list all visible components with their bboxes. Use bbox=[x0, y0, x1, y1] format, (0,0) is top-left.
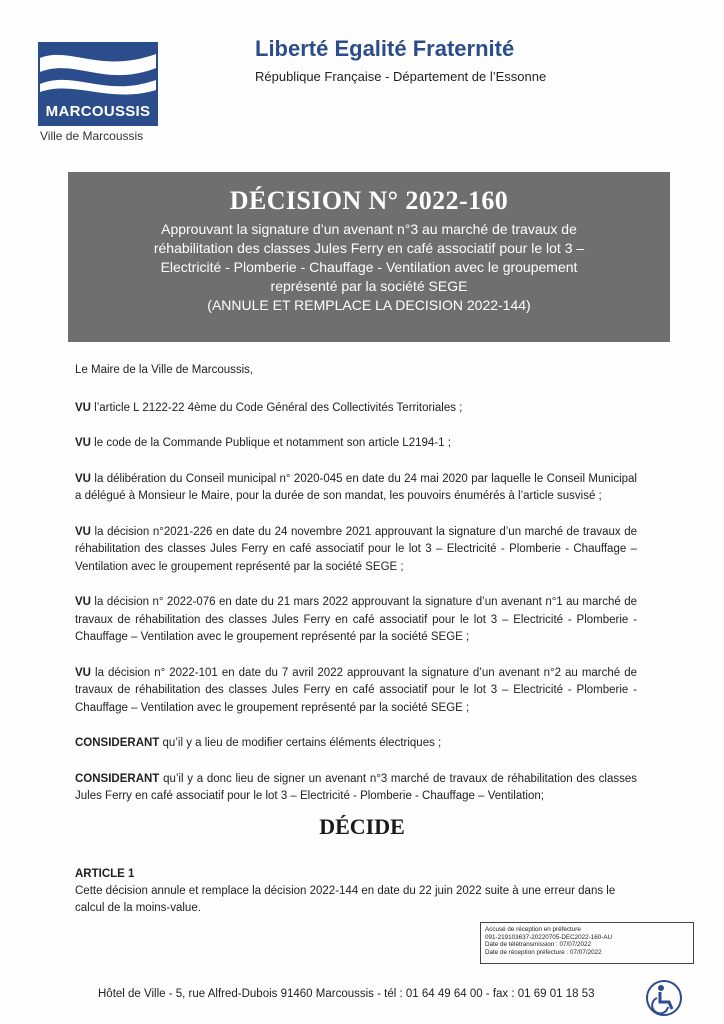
stamp-line: Date de télétransmission : 07/07/2022 bbox=[485, 941, 592, 949]
accessibility-icon bbox=[644, 978, 684, 1018]
logo-subtitle: Ville de Marcoussis bbox=[40, 129, 144, 143]
article-text: Cette décision annule et remplace la décision 2022-144 en date du 22 juin 2022 suite à une erreur dans le calcul de la moins-value. bbox=[75, 885, 616, 914]
decision-title: DÉCISION N° 2022-160 bbox=[229, 186, 509, 215]
subject-line: (ANNULE ET REMPLACE LA DECISION 2022-144) bbox=[207, 297, 531, 313]
article-title: ARTICLE 1 bbox=[75, 868, 135, 880]
decision-banner bbox=[68, 172, 670, 342]
recital-paragraph bbox=[75, 594, 637, 647]
recital-keyword: CONSIDERANT bbox=[75, 772, 160, 785]
recital-paragraph bbox=[75, 400, 637, 418]
recital-text: l’article L 2122-22 4ème du Code Général des Collectivités Territoriales ; bbox=[90, 401, 463, 414]
recital-keyword: VU bbox=[75, 401, 91, 414]
city-logo bbox=[38, 42, 158, 143]
national-motto: Liberté Egalité Fraternité bbox=[255, 36, 515, 61]
recital-keyword: VU bbox=[75, 666, 91, 679]
republic-department: République Française - Département de l’Essonne bbox=[255, 69, 547, 84]
logo-emblem bbox=[38, 42, 158, 126]
recital-text: la délibération du Conseil municipal n° 2020-045 en date du 24 mai 2020 par laquelle le Conseil Municipal a délégué à Monsieur le Maire, pour la durée de son mandat, les pouvoirs énumérés à l’article susvisé ; bbox=[75, 472, 637, 502]
recital-text: qu’il y a donc lieu de signer un avenant n°3 marché de travaux de réhabilitation des classes Jules Ferry en café associatif pour le lot 3 – Electricité - Plomberie - Chauffage – Ventilation; bbox=[75, 772, 637, 802]
decide-heading: DÉCIDE bbox=[319, 814, 405, 839]
subject-line: Electricité - Plomberie - Chauffage - Ventilation avec le groupement bbox=[160, 259, 578, 275]
recital-text: qu’il y a lieu de modifier certains éléments électriques ; bbox=[159, 737, 442, 749]
recital-text: la décision n°2021-226 en date du 24 novembre 2021 approuvant la signature d’un marché de travaux de réhabilitation des classes Jules Ferry en café associatif pour le lot 3 – Electricité - Plomberie - Chauffage – Ventilation avec le groupement représenté par la société SEGE ; bbox=[75, 525, 637, 573]
recital-paragraph bbox=[75, 665, 637, 718]
recital-paragraph bbox=[75, 524, 637, 577]
subject-line: réhabilitation des classes Jules Ferry en café associatif pour le lot 3 – bbox=[153, 240, 585, 256]
recital-keyword: CONSIDERANT bbox=[75, 737, 160, 749]
recital-keyword: VU bbox=[75, 525, 91, 538]
logo-text: MARCOUSSIS bbox=[40, 100, 156, 124]
recital-text: la décision n° 2022-076 en date du 21 mars 2022 approuvant la signature d’un avenant n°1 au marché de travaux de réhabilitation des classes Jules Ferry en café associatif pour le lot 3 – Electricité - Plomberie - Chauffage – Ventilation avec le groupement représenté par la société SEGE ; bbox=[75, 596, 637, 643]
subject-line: représenté par la société SEGE bbox=[270, 278, 468, 294]
prefecture-receipt-stamp bbox=[480, 922, 694, 964]
article-1 bbox=[75, 866, 635, 917]
intro-line: Le Maire de la Ville de Marcoussis, bbox=[75, 364, 254, 376]
recital-paragraph bbox=[75, 435, 637, 453]
recital-keyword: VU bbox=[75, 596, 91, 608]
footer-address: Hôtel de Ville - 5, rue Alfred-Dubois 91460 Marcoussis - tél : 01 64 49 64 00 - fax : 01 69 01 18 53 bbox=[98, 988, 595, 1000]
recital-keyword: VU bbox=[75, 472, 91, 485]
stamp-line: Accusé de réception en préfecture bbox=[485, 926, 581, 933]
stamp-line: Date de réception préfecture : 07/07/2022 bbox=[485, 948, 602, 956]
stamp-line: 091-219103637-20220705-DEC2022-160-AU bbox=[485, 933, 613, 941]
subject-line: Approuvant la signature d’un avenant n°3 au marché de travaux de bbox=[161, 221, 577, 237]
recital-paragraph bbox=[75, 471, 637, 506]
wave-icon bbox=[40, 44, 156, 100]
decision-body bbox=[75, 362, 637, 824]
recital-text: la décision n° 2022-101 en date du 7 avril 2022 approuvant la signature d’un avenant n°2 au marché de travaux de réhabilitation des classes Jules Ferry en café associatif pour le lot 3 – Electricité - Plomberie - Chauffage – Ventilation avec le groupement représenté par la société SEGE ; bbox=[75, 666, 637, 714]
recital-text: le code de la Commande Publique et notamment son article L2194-1 ; bbox=[90, 437, 451, 449]
recital-keyword: VU bbox=[75, 437, 91, 449]
decision-subject bbox=[92, 220, 646, 315]
recital-paragraph bbox=[75, 735, 637, 753]
recital-paragraph bbox=[75, 771, 637, 806]
